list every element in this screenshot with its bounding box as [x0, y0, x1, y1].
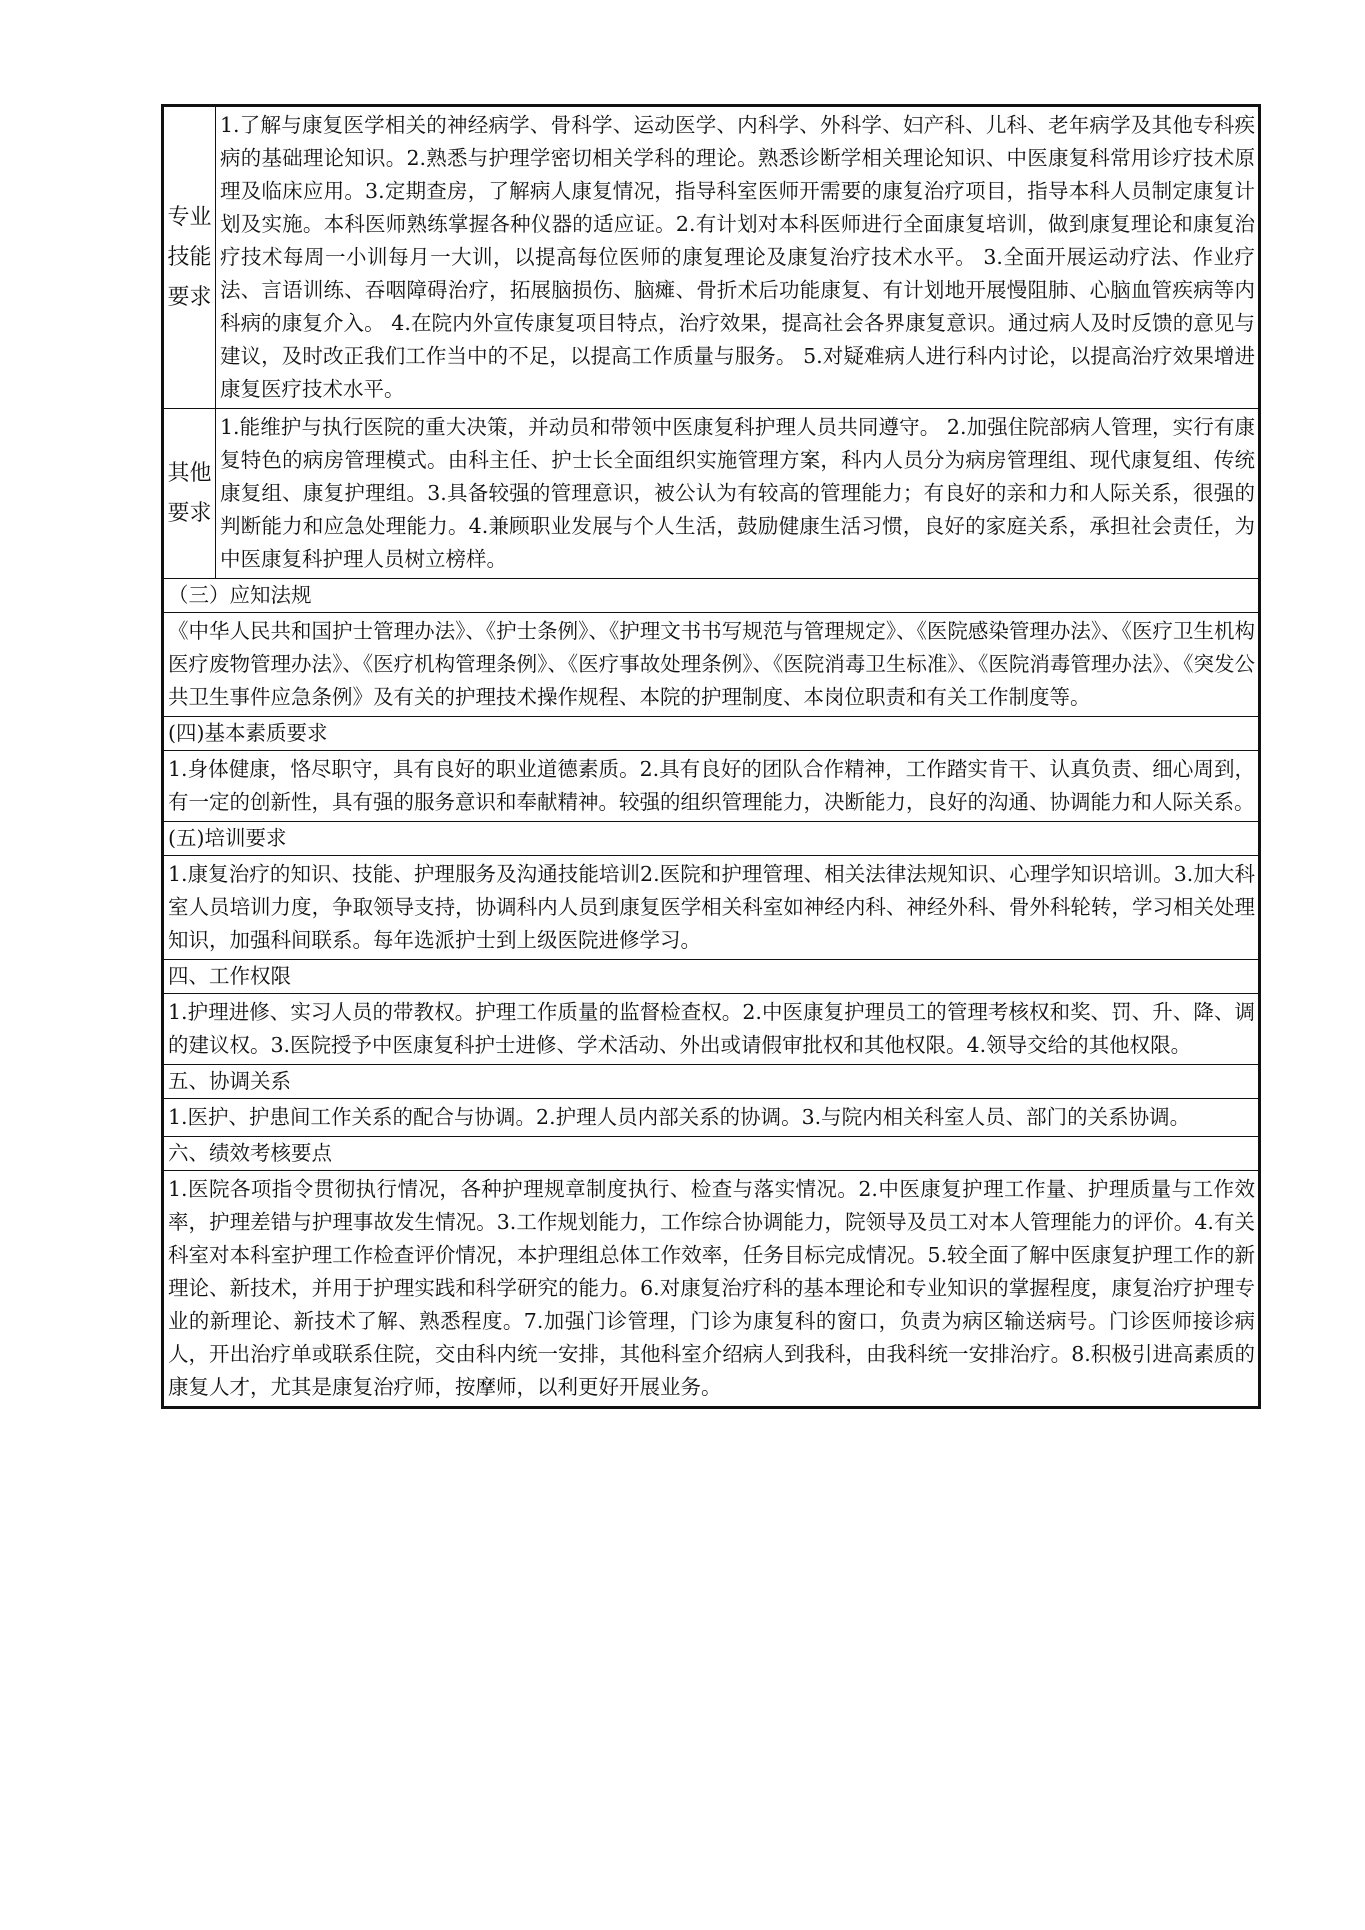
authority-heading-row: [163, 960, 1260, 994]
performance-heading: 六、绩效考核要点: [163, 1137, 1260, 1171]
regulations-heading-row: [163, 579, 1260, 613]
training-heading: (五)培训要求: [163, 822, 1260, 856]
performance-heading-row: [163, 1137, 1260, 1171]
training-content: 1.康复治疗的知识、技能、护理服务及沟通技能培训2.医院和护理管理、相关法律法规知识、心理学知识培训。3.加大科室人员培训力度，争取领导支持，协调科内人员到康复医学相关科室如神经内科、神经外科、骨外科轮转，学习相关处理知识，加强科间联系。每年选派护士到上级医院进修学习。: [163, 856, 1260, 960]
authority-content-row: [163, 994, 1260, 1065]
coordination-content-row: [163, 1099, 1260, 1137]
basic-quality-content: 1.身体健康，恪尽职守，具有良好的职业道德素质。2.具有良好的团队合作精神，工作踏实肯干、认真负责、细心周到，有一定的创新性，具有强的服务意识和奉献精神。较强的组织管理能力，决断能力，良好的沟通、协调能力和人际关系。: [163, 751, 1260, 822]
other-requirements-label-text: 其他要求: [167, 460, 212, 526]
training-heading-row: [163, 822, 1260, 856]
professional-skills-label: [163, 106, 216, 409]
training-content-row: [163, 856, 1260, 960]
basic-quality-heading: (四)基本素质要求: [163, 717, 1260, 751]
other-requirements-label: [163, 409, 216, 579]
professional-skills-label-text: 专业技能要求: [167, 204, 212, 310]
professional-skills-content: 1.了解与康复医学相关的神经病学、骨科学、运动医学、内科学、外科学、妇产科、儿科、老年病学及其他专科疾病的基础理论知识。2.熟悉与护理学密切相关学科的理论。熟悉诊断学相关理论知识、中医康复科常用诊疗技术原理及临床应用。3.定期查房，了解病人康复情况，指导科室医师开需要的康复治疗项目，指导本科人员制定康复计划及实施。本科医师熟练掌握各种仪器的适应证。2.有计划对本科医师进行全面康复培训，做到康复理论和康复治疗技术每周一小训每月一大训，以提高每位医师的康复理论及康复治疗技术水平。 3.全面开展运动疗法、作业疗法、言语训练、吞咽障碍治疗，拓展脑损伤、脑瘫、骨折术后功能康复、有计划地开展慢阻肺、心脑血管疾病等内科病的康复介入。 4.在院内外宣传康复项目特点，治疗效果，提高社会各界康复意识。通过病人及时反馈的意见与建议，及时改正我们工作当中的不足，以提高工作质量与服务。 5.对疑难病人进行科内讨论，以提高治疗效果增进康复医疗技术水平。: [216, 106, 1260, 409]
regulations-heading: （三）应知法规: [163, 579, 1260, 613]
coordination-heading: 五、协调关系: [163, 1065, 1260, 1099]
regulations-content-row: [163, 613, 1260, 717]
other-requirements-content: 1.能维护与执行医院的重大决策，并动员和带领中医康复科护理人员共同遵守。 2.加强住院部病人管理，实行有康复特色的病房管理模式。由科主任、护士长全面组织实施管理方案，科内人员分为病房管理组、现代康复组、传统康复组、康复护理组。3.具备较强的管理意识，被公认为有较高的管理能力；有良好的亲和力和人际关系，很强的判断能力和应急处理能力。4.兼顾职业发展与个人生活，鼓励健康生活习惯，良好的家庭关系，承担社会责任，为中医康复科护理人员树立榜样。: [216, 409, 1260, 579]
performance-content: 1.医院各项指令贯彻执行情况，各种护理规章制度执行、检查与落实情况。2.中医康复护理工作量、护理质量与工作效率，护理差错与护理事故发生情况。3.工作规划能力，工作综合协调能力，院领导及员工对本人管理能力的评价。4.有关科室对本科室护理工作检查评价情况，本护理组总体工作效率，任务目标完成情况。5.较全面了解中医康复护理工作的新理论、新技术，并用于护理实践和科学研究的能力。6.对康复治疗科的基本理论和专业知识的掌握程度，康复治疗护理专业的新理论、新技术了解、熟悉程度。7.加强门诊管理，门诊为康复科的窗口，负责为病区输送病号。门诊医师接诊病人，开出治疗单或联系住院，交由科内统一安排，其他科室介绍病人到我科，由我科统一安排治疗。8.积极引进高素质的康复人才，尤其是康复治疗师，按摩师，以利更好开展业务。: [163, 1171, 1260, 1408]
basic-quality-heading-row: [163, 717, 1260, 751]
regulations-content: 《中华人民共和国护士管理办法》、《护士条例》、《护理文书书写规范与管理规定》、《医院感染管理办法》、《医疗卫生机构医疗废物管理办法》、《医疗机构管理条例》、《医疗事故处理条例》、《医院消毒卫生标准》、《医院消毒管理办法》、《突发公共卫生事件应急条例》及有关的护理技术操作规程、本院的护理制度、本岗位职责和有关工作制度等。: [163, 613, 1260, 717]
coordination-content: 1.医护、护患间工作关系的配合与协调。2.护理人员内部关系的协调。3.与院内相关科室人员、部门的关系协调。: [163, 1099, 1260, 1137]
authority-content: 1.护理进修、实习人员的带教权。护理工作质量的监督检查权。2.中医康复护理员工的管理考核权和奖、罚、升、降、调的建议权。3.医院授予中医康复科护士进修、学术活动、外出或请假审批权和其他权限。4.领导交给的其他权限。: [163, 994, 1260, 1065]
professional-skills-row: [163, 106, 1260, 409]
other-requirements-row: [163, 409, 1260, 579]
job-description-table: [161, 104, 1261, 1409]
coordination-heading-row: [163, 1065, 1260, 1099]
basic-quality-content-row: [163, 751, 1260, 822]
performance-content-row: [163, 1171, 1260, 1408]
authority-heading: 四、工作权限: [163, 960, 1260, 994]
